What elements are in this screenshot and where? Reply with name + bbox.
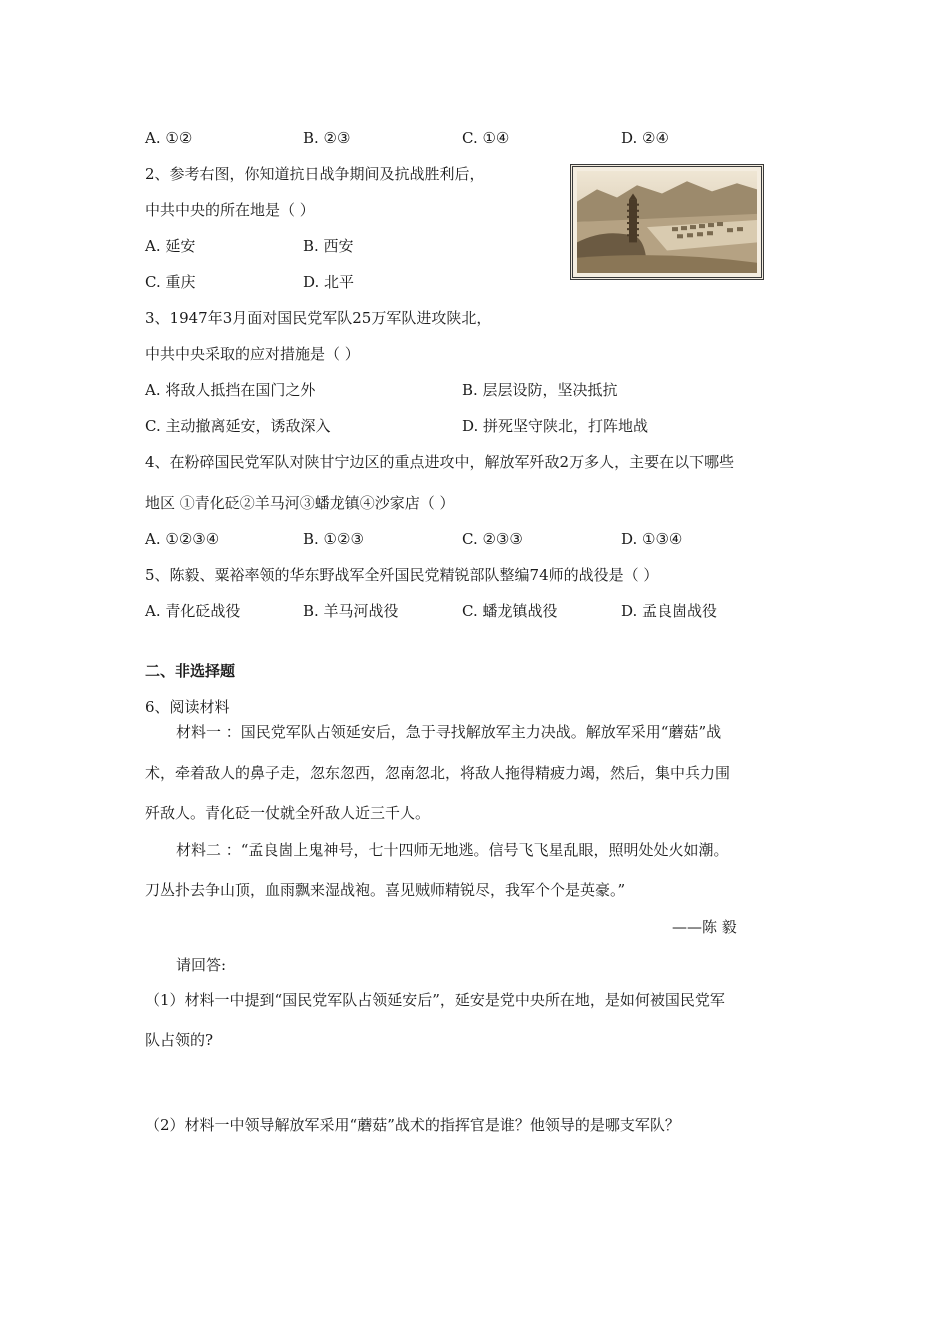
subquestion-1-line2: 队占领的? — [145, 1031, 214, 1049]
q4-option-c: C. ②③③ — [462, 530, 523, 548]
answer-prompt: 请回答: — [176, 956, 227, 974]
poem-author: ——陈 毅 — [672, 918, 737, 936]
yanan-landscape-image — [577, 171, 757, 273]
q2-option-c: C. 重庆 — [145, 273, 196, 291]
q2-stem-line2: 中共中央的所在地是（ ） — [145, 201, 315, 219]
q4-option-b: B. ①②③ — [303, 530, 364, 548]
q3-option-a: A. 将敌人抵挡在国门之外 — [145, 381, 316, 399]
q2-stem-line1: 2、参考右图，你知道抗日战争期间及抗战胜利后， — [145, 165, 485, 183]
subquestion-2: （2）材料一中领导解放军采用“蘑菇”战术的指挥官是谁？他领导的是哪支军队？ — [145, 1116, 680, 1134]
q1-option-c: C. ①④ — [462, 129, 510, 147]
q1-option-d: D. ②④ — [621, 129, 669, 147]
q3-stem-line2: 中共中央采取的应对措施是（ ） — [145, 345, 360, 363]
q5-option-b: B. 羊马河战役 — [303, 602, 399, 620]
q4-stem-line1: 4、在粉碎国民党军队对陕甘宁边区的重点进攻中，解放军歼敌2万多人，主要在以下哪些 — [145, 453, 735, 471]
q5-option-c: C. 蟠龙镇战役 — [462, 602, 558, 620]
material1-line2: 术，牵着敌人的鼻子走，忽东忽西，忽南忽北，将敌人拖得精疲力竭，然后，集中兵力围 — [145, 764, 731, 782]
q5-stem: 5、陈毅、粟裕率领的华东野战军全歼国民党精锐部队整编74师的战役是（ ） — [145, 566, 659, 584]
q4-option-a: A. ①②③④ — [145, 530, 220, 548]
q2-option-d: D. 北平 — [303, 273, 355, 291]
subquestion-1-line1: （1）材料一中提到“国民党军队占领延安后”，延安是党中央所在地，是如何被国民党军 — [145, 991, 725, 1009]
q6-title: 6、阅读材料 — [145, 698, 230, 716]
q1-option-b: B. ②③ — [303, 129, 351, 147]
q4-stem-line2: 地区 ①青化砭②羊马河③蟠龙镇④沙家店（ ） — [145, 494, 455, 512]
q2-option-b: B. 西安 — [303, 237, 354, 255]
material2-line1: 材料二 ：“孟良崮上鬼神号，七十四师无地逃。信号飞飞星乱眼，照明处处火如潮。 — [176, 841, 729, 859]
material1-line1: 材料一 ：国民党军队占领延安后，急于寻找解放军主力决战。解放军采用“蘑菇”战 — [176, 723, 722, 741]
q5-option-a: A. 青化砭战役 — [145, 602, 241, 620]
q2-option-a: A. 延安 — [145, 237, 196, 255]
q3-option-d: D. 拼死坚守陕北，打阵地战 — [462, 417, 649, 435]
material2-line2: 刀丛扑去争山顶，血雨飘来湿战袍。喜见贼师精锐尽，我军个个是英豪。” — [145, 881, 626, 899]
material1-line3: 歼敌人。青化砭一仗就全歼敌人近三千人。 — [145, 804, 431, 822]
section-title: 二、非选择题 — [145, 662, 236, 680]
q1-option-a: A. ①② — [145, 129, 193, 147]
q3-stem-line1: 3、1947年3月面对国民党军队25万军队进攻陕北， — [145, 309, 492, 327]
yanan-pagoda-photo — [570, 164, 764, 280]
q4-option-d: D. ①③④ — [621, 530, 683, 548]
q3-option-b: B. 层层设防，坚决抵抗 — [462, 381, 618, 399]
q3-option-c: C. 主动撤离延安，诱敌深入 — [145, 417, 331, 435]
q5-option-d: D. 孟良崮战役 — [621, 602, 718, 620]
